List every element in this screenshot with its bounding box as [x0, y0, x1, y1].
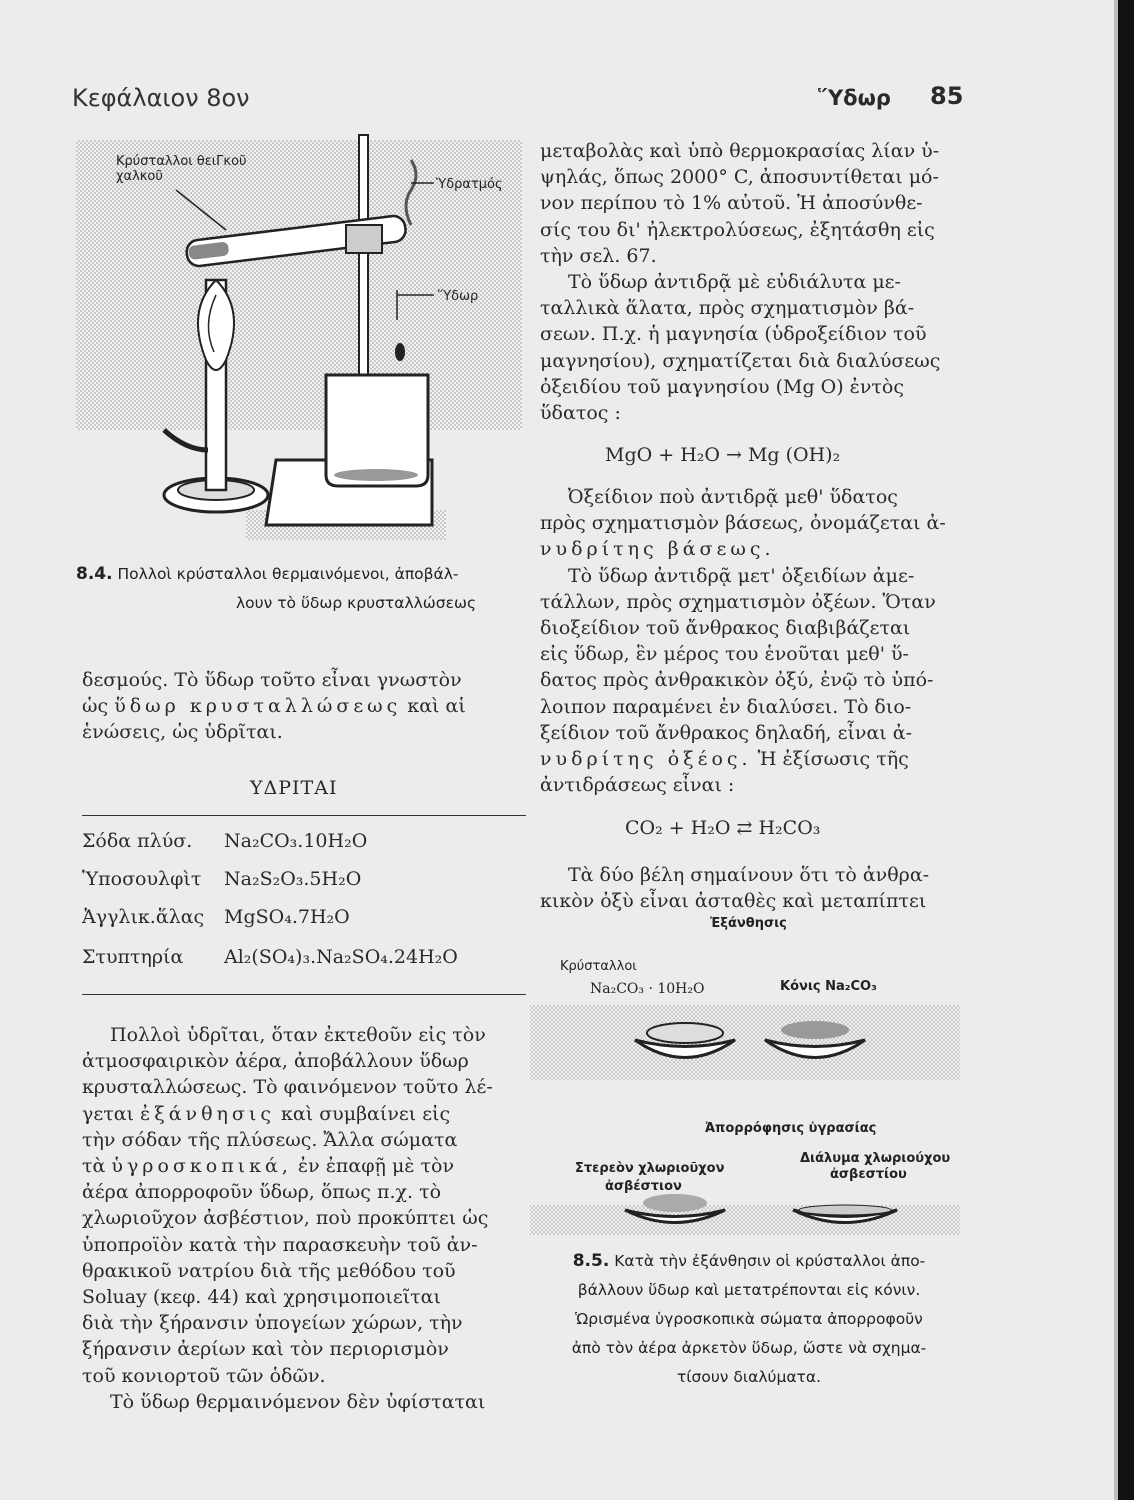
- label-calcium-chloride-solution: Διάλυμα χλωριούχου: [800, 1151, 951, 1166]
- clamp: [346, 225, 382, 253]
- label-water: Ὕδωρ: [438, 289, 479, 304]
- label-copper-sulfate-crystals: Κρύσταλλοι θειΓκοῦ: [116, 154, 247, 169]
- label-solid-calcium-chloride-2: ἀσβέστιον: [605, 1179, 682, 1194]
- stippled-band-top: [530, 1005, 960, 1080]
- left-column-lower: Πολλοὶ ὑδρῖται, ὅταν ἐκτεθοῦν εἰς τὸν ἀτμοσφαιρικὸν ἀέρα, ἀποβάλλουν ὕδωρ κρυσταλλώσεως. Τὸ φαινόμενον τοῦτο λέ- γεται ἐξάνθησις καὶ συμβαίνει εἰς τὴν σόδαν τῆς πλύσεως. Ἄλλα σώματα τὰ ὑγροσκοπικά, ἐν ἐπαφῇ μὲ τὸν ἀέρα ἀπορροφοῦν ὕδωρ, ὅπως π.χ. τὸ χλωριοῦχον ἀσβέστιον, ποὺ προκύπτει ὡς ὑποπροϊὸν κατὰ τὴν παρασκευὴν τοῦ ἀν- θρακικοῦ νατρίου διὰ τῆς μεθόδου τοῦ Soluay (κεφ. 44) καὶ χρησιμοποιεῖται διὰ τὴν ξήρανσιν ὑπογείων χώρων, τὴν ξήρανσιν ἀερίων καὶ τὸν περιορισμὸν τοῦ κονιορτοῦ τῶν ὁδῶν. Τὸ ὕδωρ θερμαινόμενον δὲν ὑφίσταται: [82, 1024, 493, 1413]
- label-efflorescence: Ἐξάνθησις: [710, 916, 787, 931]
- figure-8-5-caption: 8.5. Κατὰ τὴν ἐξάνθησιν οἱ κρύσταλλοι ἀπο- βάλλουν ὕδωρ καὶ μετατρέπονται εἰς κόνιν. Ὡρισμένα ὑγροσκοπικὰ σώματα ἀπορροφοῦν ἀπὸ τὸν ἀέρα ἀρκετὸν ὕδωρ, ὥστε νὰ σχημα- τίσουν διαλύματα.: [571, 1251, 927, 1386]
- label-crystals-formula: Na₂CO₃ · 10H₂O: [590, 981, 705, 997]
- hydrate-row: Στυπτηρία Al₂(SO₄)₃.Na₂SO₄.24H₂O: [82, 946, 458, 968]
- hydrate-row: Ὑποσουλφὶτ Na₂S₂O₃.5H₂O: [82, 868, 362, 890]
- label-copper-sulfate-crystals-2: χαλκοῦ: [116, 169, 163, 184]
- chapter-header: Κεφάλαιον 8ον: [72, 84, 250, 112]
- caption-number: 8.4.: [76, 564, 113, 584]
- left-column-top: δεσμούς. Τὸ ὕδωρ τοῦτο εἶναι γνωστὸν ὡς ὕδωρ κρυσταλλώσεως καὶ αἱ ἑνώσεις, ὡς ὑδρῖται.: [82, 669, 466, 744]
- hydrate-row: Ἀγγλικ.ἅλας MgSO₄.7H₂O: [82, 906, 350, 928]
- caption-number: 8.5.: [572, 1251, 610, 1271]
- label-crystals: Κρύσταλλοι: [560, 959, 637, 974]
- right-column-middle: Ὀξείδιον ποὺ ἀντιδρᾷ μεθ' ὕδατος πρὸς σχηματισμὸν βάσεως, ὀνομάζεται ἀ- νυδρίτης βάσεως. Τὸ ὕδωρ ἀντιδρᾷ μετ' ὀξειδίων ἀμε- τάλλων, πρὸς σχηματισμὸν ὀξέων. Ὅταν διοξείδιον τοῦ ἄνθρακος διαβιβάζεται εἰς ὕδωρ, ἓν μέρος του ἑνοῦται μεθ' ὕ- δατος πρὸς ἀνθρακικὸν ὀξύ, ἐνῷ τὸ ὑπό- λοιπον παραμένει ἐν διαλύσει. Τὸ διο- ξείδιον τοῦ ἄνθρακος δηλαδή, εἶναι ἀ- νυδρίτης ὀξέος. Ἡ ἐξίσωσις τῆς ἀντιδράσεως εἶναι :: [540, 486, 946, 797]
- figure-8-4-caption: 8.4. Πολλοὶ κρύσταλλοι θερμαινόμενοι, ἀποβάλ- λουν τὸ ὕδωρ κρυσταλλώσεως: [76, 564, 477, 612]
- burner-gas-hose: [164, 430, 208, 450]
- hydrates-bottom-rule: [82, 994, 526, 995]
- equation-carbonic-acid: CO₂ + H₂O ⇄ H₂CO₃: [625, 817, 821, 839]
- label-powder: Κόνις Na₂CO₃: [780, 979, 877, 994]
- water-drop: [395, 343, 405, 361]
- label-vapor: Ὑδρατμός: [436, 177, 503, 192]
- right-column-lower: Τὰ δύο βέλη σημαίνουν ὅτι τὸ ἀνθρα- κικὸν ὀξὺ εἶναι ἀσταθὲς καὶ μεταπίπτει: [540, 864, 930, 913]
- label-calcium-chloride-solution-2: ἀσβεστίου: [830, 1167, 907, 1182]
- section-header: Ὕδωρ: [818, 86, 891, 110]
- figure-efflorescence: [525, 905, 965, 1235]
- label-moisture-absorption: Ἀπορρόφησις ὑγρασίας: [705, 1121, 877, 1136]
- page-number: 85: [930, 82, 964, 110]
- page-edge: [1118, 0, 1134, 1500]
- hydrates-title: ΥΔΡΙΤΑΙ: [250, 777, 338, 799]
- right-column-top: μεταβολὰς καὶ ὑπὸ θερμοκρασίας λίαν ὑ- ψηλάς, ὅπως 2000° C, ἀποσυντίθεται μό- νον περίπου τὸ 1% αὐτοῦ. Ἡ ἀποσύνθε- σίς του δι' ἠλεκτρολύσεως, ἐξητάσθη εἰς τὴν σελ. 67. Τὸ ὕδωρ ἀντιδρᾷ μὲ εὐδιάλυτα με- ταλλικὰ ἅλατα, πρὸς σχηματισμὸν βά- σεων. Π.χ. ἡ μαγνησία (ὑδροξείδιον τοῦ μαγνησίου), σχηματίζεται διὰ διαλύσεως ὀξειδίου τοῦ μαγνησίου (Mg O) ἐντὸς ὕδατος :: [540, 140, 941, 425]
- hydrate-row: Σόδα πλύσ. Na₂CO₃.10H₂O: [82, 830, 368, 852]
- equation-mgo: MgO + H₂O → Mg (OH)₂: [605, 444, 841, 466]
- figure-heating-crystals: [76, 130, 522, 555]
- label-solid-calcium-chloride: Στερεὸν χλωριοῦχον: [575, 1161, 725, 1176]
- hydrates-top-rule: [82, 815, 526, 816]
